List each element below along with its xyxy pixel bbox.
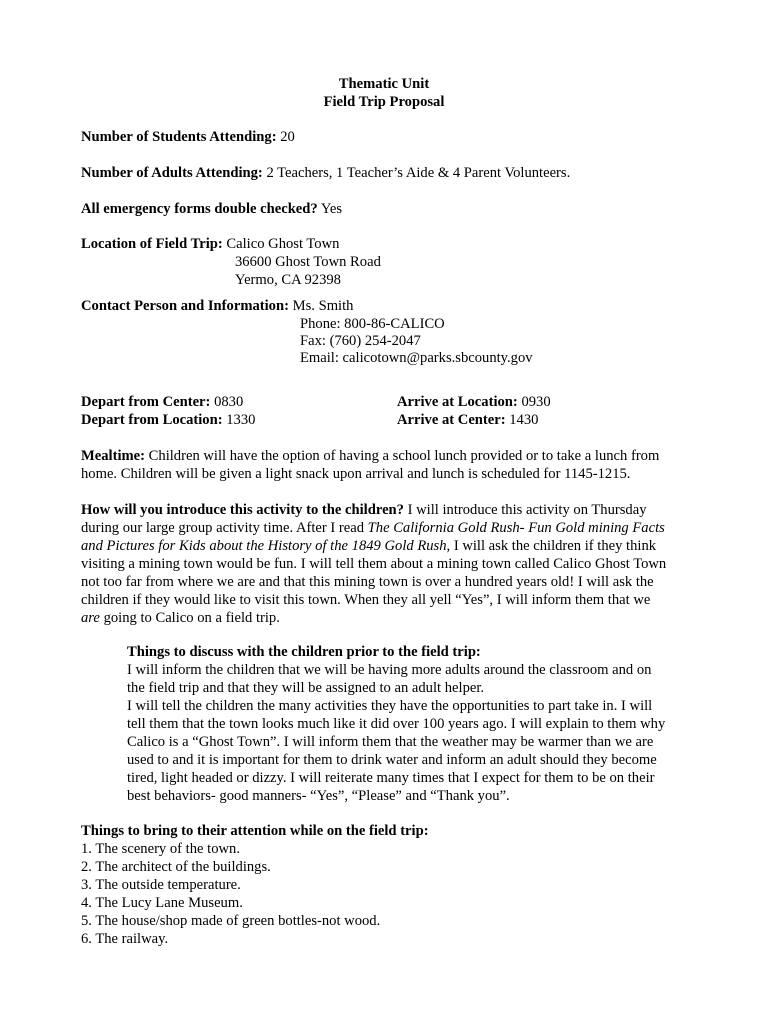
emphasis-text: are: [81, 610, 100, 626]
location-row: [81, 235, 339, 253]
attention-item: 5. The house/shop made of green bottles-not wood.: [81, 913, 381, 929]
depart-location-row: [81, 411, 255, 429]
discuss-section: [127, 643, 687, 805]
attention-item: 2. The architect of the buildings.: [81, 859, 271, 875]
location-label: Location of Field Trip:: [81, 236, 223, 252]
attention-item: 4. The Lucy Lane Museum.: [81, 895, 243, 911]
arrive-location-label: Arrive at Location:: [397, 394, 518, 410]
intro-text: not too far from where we are and that this mining town is over a hundred years old! I will ask the: [81, 574, 654, 590]
document-title: Thematic Unit: [338, 76, 430, 92]
contact-line: Ms. Smith: [292, 298, 354, 314]
arrive-center-label: Arrive at Center:: [397, 412, 506, 428]
discuss-line: used to and it is important for them to drink water and inform an adult should they become: [127, 752, 657, 768]
arrive-center-row: [397, 411, 538, 429]
depart-location-value: 1330: [226, 412, 256, 428]
attention-item: 1. The scenery of the town.: [81, 841, 240, 857]
arrive-location-value: 0930: [521, 394, 551, 410]
intro-text: going to Calico on a field trip.: [99, 610, 280, 626]
discuss-line: the field trip and that they will be assigned to an adult helper.: [127, 680, 485, 696]
depart-center-row: [81, 393, 243, 411]
intro-label: How will you introduce this activity to the children?: [81, 502, 404, 518]
arrive-location-row: [397, 393, 551, 411]
contact-label: Contact Person and Information:: [81, 298, 289, 314]
depart-location-label: Depart from Location:: [81, 412, 223, 428]
attention-item: 3. The outside temperature.: [81, 877, 241, 893]
location-line: Calico Ghost Town: [226, 236, 340, 252]
adults-row: [81, 164, 570, 182]
discuss-line: I will tell the children the many activities they have the opportunities to part take in. I will: [127, 698, 653, 714]
intro-text: children if they would like to visit this town. When they all yell “Yes”, I will inform them that we: [81, 592, 651, 608]
depart-center-value: 0830: [214, 394, 244, 410]
intro-text: during our large group activity time. After I read: [81, 520, 368, 536]
mealtime-text: home. Children will be given a light snack upon arrival and lunch is scheduled for 1145-1215.: [81, 466, 631, 482]
attention-item: 6. The railway.: [81, 931, 169, 947]
location-line: Yermo, CA 92398: [235, 272, 341, 288]
depart-center-label: Depart from Center:: [81, 394, 211, 410]
attention-section: [81, 822, 691, 948]
intro-text: visiting a mining town would be fun. I will tell them about a mining town called Calico Ghost Town: [81, 556, 667, 572]
forms-value: Yes: [320, 201, 343, 217]
arrive-center-value: 1430: [509, 412, 539, 428]
discuss-line: I will inform the children that we will be having more adults around the classroom and on: [127, 662, 652, 678]
discuss-line: Calico is a “Ghost Town”. I will inform them that the weather may be warmer than we are: [127, 734, 654, 750]
intro-text: I will introduce this activity on Thursday: [407, 502, 647, 518]
discuss-line: best behaviors- good manners- “Yes”, “Please” and “Thank you”.: [127, 788, 510, 804]
adults-value: 2 Teachers, 1 Teacher’s Aide & 4 Parent Volunteers.: [266, 165, 571, 181]
discuss-heading: Things to discuss with the children prior to the field trip:: [127, 644, 481, 660]
students-label: Number of Students Attending:: [81, 129, 277, 145]
location-line: 36600 Ghost Town Road: [235, 254, 381, 270]
adults-label: Number of Adults Attending:: [81, 165, 263, 181]
contact-row: [81, 297, 353, 315]
forms-label: All emergency forms double checked?: [81, 201, 318, 217]
document-subtitle: Field Trip Proposal: [323, 94, 445, 110]
contact-line: Fax: (760) 254-2047: [300, 333, 421, 349]
forms-row: [81, 200, 342, 218]
students-value: 20: [280, 129, 295, 145]
discuss-line: tell them that the town looks much like it did over 100 years ago. I will explain to them why: [127, 716, 666, 732]
book-title: and Pictures for Kids about the History of the 1849 Gold Rush: [81, 538, 447, 554]
students-row: [81, 128, 295, 146]
contact-email: Email: calicotown@parks.sbcounty.gov: [300, 350, 533, 366]
mealtime-label: Mealtime:: [81, 448, 146, 464]
mealtime-text: Children will have the option of having a school lunch provided or to take a lunch from: [148, 448, 660, 464]
intro-paragraph: [81, 501, 691, 627]
book-title: The California Gold Rush- Fun Gold mining Facts: [367, 520, 665, 536]
contact-line: Phone: 800-86-CALICO: [300, 316, 445, 332]
intro-text: , I will ask the children if they think: [446, 538, 657, 554]
discuss-line: tired, light headed or dizzy. I will reiterate many times that I expect for them to be on their: [127, 770, 655, 786]
mealtime-paragraph: [81, 447, 691, 483]
attention-heading: Things to bring to their attention while on the field trip:: [81, 823, 429, 839]
